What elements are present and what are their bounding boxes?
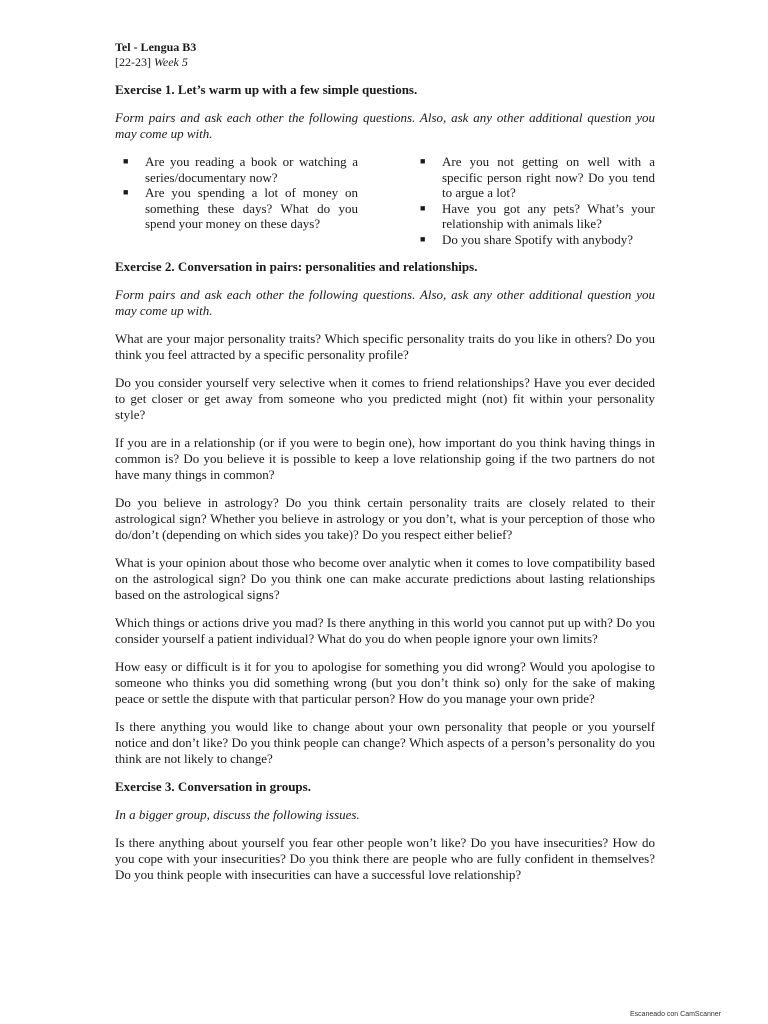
exercise3-instruction: In a bigger group, discuss the following issues. — [115, 807, 360, 822]
exercise1-title: Exercise 1. Let’s warm up with a few simple questions. — [115, 82, 418, 97]
term-label: [22-23] — [115, 55, 151, 69]
square-bullet-icon: ■ — [123, 187, 129, 197]
square-bullet-icon: ■ — [123, 156, 129, 166]
course-title: Tel - Lengua B3 — [115, 40, 197, 54]
question-paragraph: Do you believe in astrology? Do you think certain personality traits are closely related to their astrological sign? Whether you believe in astrology or you don’t, what is your perception of those who do/don’t (depending on which sides you take)? Do you respect either belief? — [115, 495, 655, 542]
bullet-item: ■ Do you share Spotify with anybody? — [420, 231, 634, 247]
exercise2-instruction: Form pairs and ask each other the following questions. Also, ask any other additional question you may come up with. — [115, 287, 655, 318]
square-bullet-icon: ■ — [420, 156, 426, 166]
bullet-item: ■ Are you spending a lot of money on something these days? What do you spend your money on these days? — [123, 185, 358, 231]
bullets-left-column — [115, 154, 358, 247]
question-paragraph: Is there anything about yourself you fear other people won’t like? Do you have insecurities? How do you cope with your insecurities? Do you think there are people who are fully confident in themselves? Do you think people with insecurities can have a successful love relationship? — [115, 835, 655, 882]
question-paragraph: Which things or actions drive you mad? Is there anything in this world you cannot put up with? Do you consider yourself a patient individual? What do you do when people ignore your own limits? — [115, 615, 655, 646]
question-paragraph: What are your major personality traits? Which specific personality traits do you like in others? Do you think you feel attracted by a specific personality profile? — [115, 331, 655, 362]
exercise1-bullets — [115, 154, 655, 247]
exercise2-title: Exercise 2. Conversation in pairs: personalities and relationships. — [115, 259, 478, 274]
bullet-item: ■ Are you reading a book or watching a series/documentary now? — [123, 154, 358, 185]
square-bullet-icon: ■ — [420, 202, 426, 213]
bullets-right-column — [412, 154, 655, 247]
question-paragraph: Do you consider yourself very selective when it comes to friend relationships? Have you ever decided to get closer or get away from someone who you predicted might (not) fit within your personality style? — [115, 375, 655, 422]
question-paragraph: How easy or difficult is it for you to apologise for something you did wrong? Would you apologise to someone who thinks you did something wrong (but you don’t think so) only for the sake of making peace or settle the dispute with that particular person? How do you manage your own pride? — [115, 659, 655, 706]
exercise3-title: Exercise 3. Conversation in groups. — [115, 779, 311, 794]
document-page — [115, 40, 655, 883]
question-paragraph: What is your opinion about those who become over analytic when it comes to love compatibility based on the astrological sign? Do you think one can make accurate predictions about lasting relationships based on the astrological signs? — [115, 555, 655, 602]
question-paragraph: Is there anything you would like to change about your own personality that people or you yourself notice and don’t like? Do you think people can change? Which aspects of a person’s personality do you think are not likely to change? — [115, 719, 655, 766]
bullet-item: ■ Are you not getting on well with a specific person right now? Do you tend to argue a lot? — [420, 154, 655, 200]
scanner-watermark: Escaneado con CamScanner — [629, 1011, 721, 1018]
exercise1-instruction: Form pairs and ask each other the following questions. Also, ask any other additional question you may come up with. — [115, 110, 655, 141]
question-paragraph: If you are in a relationship (or if you were to begin one), how important do you think having things in common is? Do you believe it is possible to keep a love relationship going if the two partners do not have many things in common? — [115, 435, 655, 482]
bullet-item: ■ Have you got any pets? What’s your relationship with animals like? — [420, 200, 655, 231]
term-week — [115, 55, 655, 70]
square-bullet-icon: ■ — [420, 233, 426, 244]
week-label: Week 5 — [154, 55, 188, 69]
